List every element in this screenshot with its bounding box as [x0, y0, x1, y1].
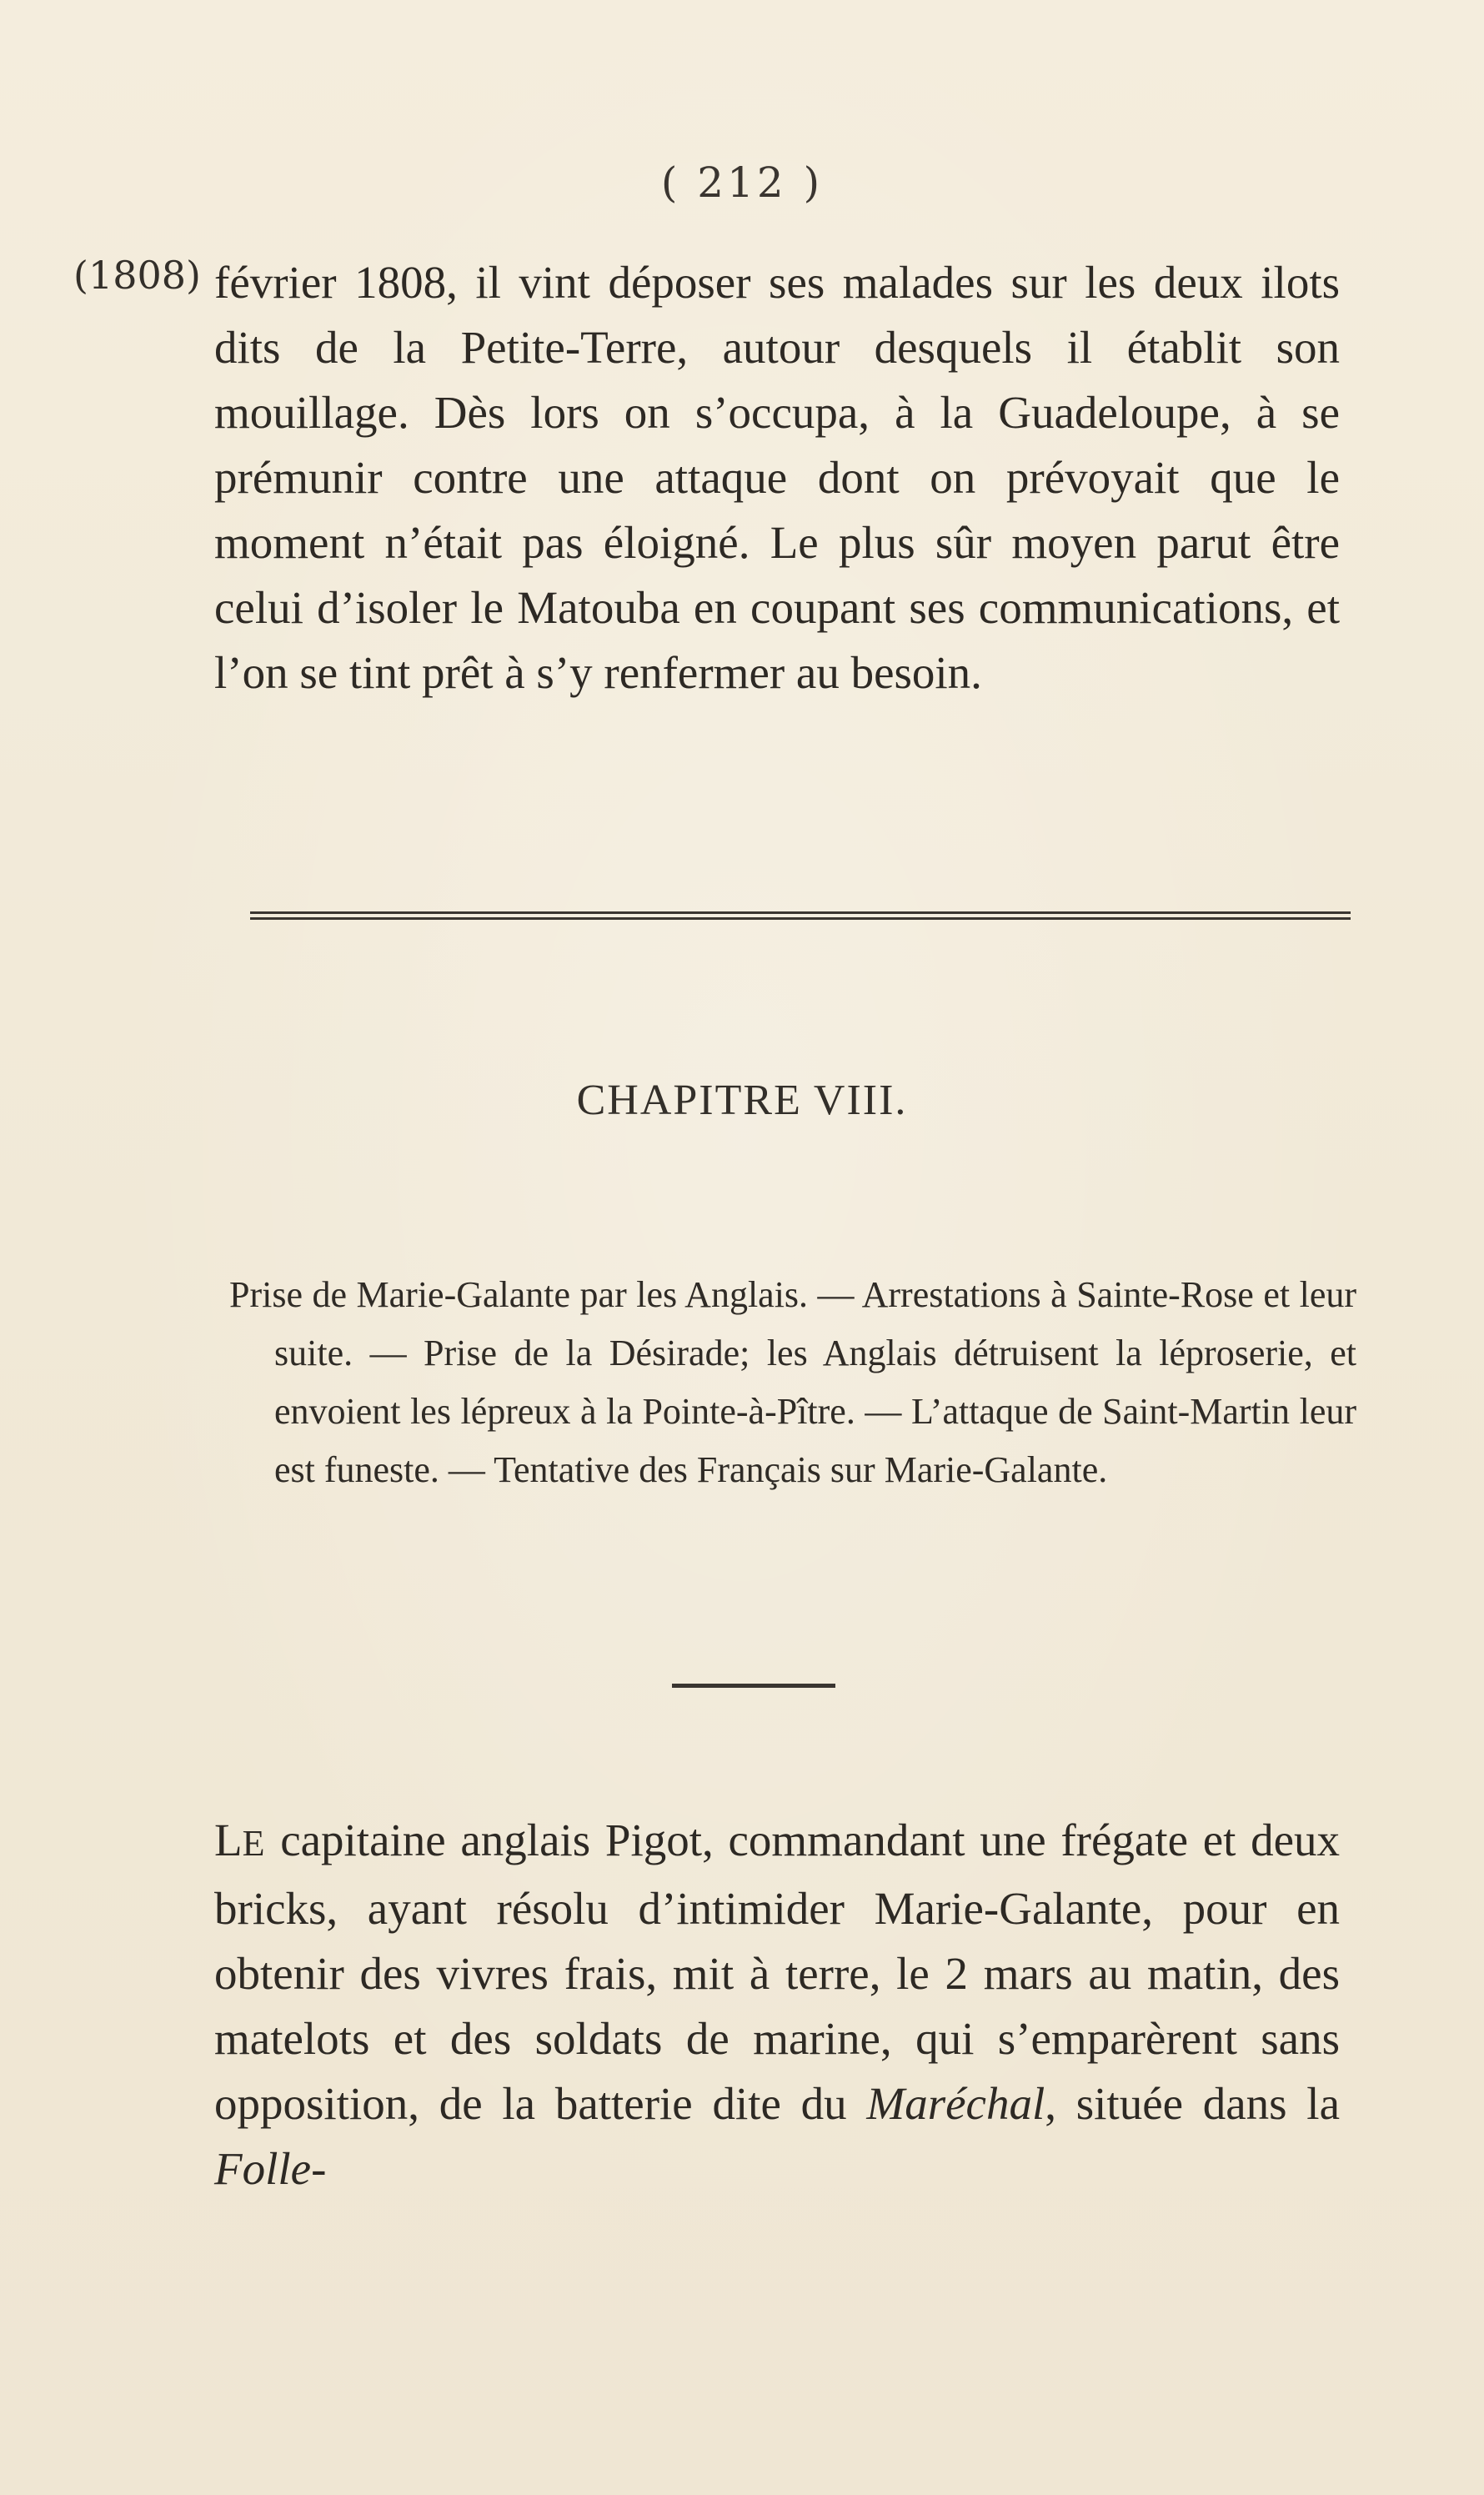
- double-rule-divider: [250, 911, 1351, 920]
- drop-initial: L: [214, 1815, 243, 1865]
- italic-marechal: Maréchal: [866, 2078, 1045, 2129]
- top-paragraph: [214, 250, 1340, 705]
- short-rule-divider: [672, 1684, 835, 1688]
- double-rule-line-lower: [250, 917, 1351, 920]
- italic-folle: Folle-: [214, 2143, 327, 2194]
- chapter-summary-text: Prise de Marie-Galante par les Anglais. — Arrestations à Sainte-Rose et leur suite. — Prise de la Désirade; les Anglais détruisent la léproserie, et envoient les lépreux à la Pointe-à-Pître. — L’attaque de Saint-Martin leur est funeste. — Tentative des Français sur Marie-Galante.: [229, 1274, 1356, 1490]
- small-caps-rest: E: [242, 1823, 266, 1864]
- chapter-summary: [229, 1266, 1356, 1499]
- margin-year-note: (1808): [73, 253, 201, 298]
- body-text-part-1: capitaine anglais Pigot, commandant une frégate et deux bricks, ayant résolu d’intimider Marie-Galante, pour en obtenir des vivres frais, mit à terre, le 2 mars au matin, des matelots et des soldats de marine, qui s’emparèrent sans opposition, de la batterie dite du: [214, 1815, 1340, 2129]
- chapter-title: CHAPITRE VIII.: [576, 1077, 908, 1124]
- top-paragraph-text: février 1808, il vint déposer ses malades sur les deux ilots dits de la Petite-Terre, autour desquels il établit son mouillage. Dès lors on s’occupa, à la Guadeloupe, à se prémunir contre une attaque dont on prévoyait que le moment n’était pas éloigné. Le plus sûr moyen parut être celui d’isoler le Matouba en coupant ses communications, et l’on se tint prêt à s’y renfermer au besoin.: [214, 257, 1340, 698]
- body-paragraph: [214, 1808, 1340, 2201]
- page-number: ( 212 ): [660, 158, 824, 207]
- body-text-part-2: , située dans la: [1045, 2078, 1340, 2129]
- double-rule-line-upper: [250, 911, 1351, 914]
- body-paragraph-text: [214, 1808, 1340, 2201]
